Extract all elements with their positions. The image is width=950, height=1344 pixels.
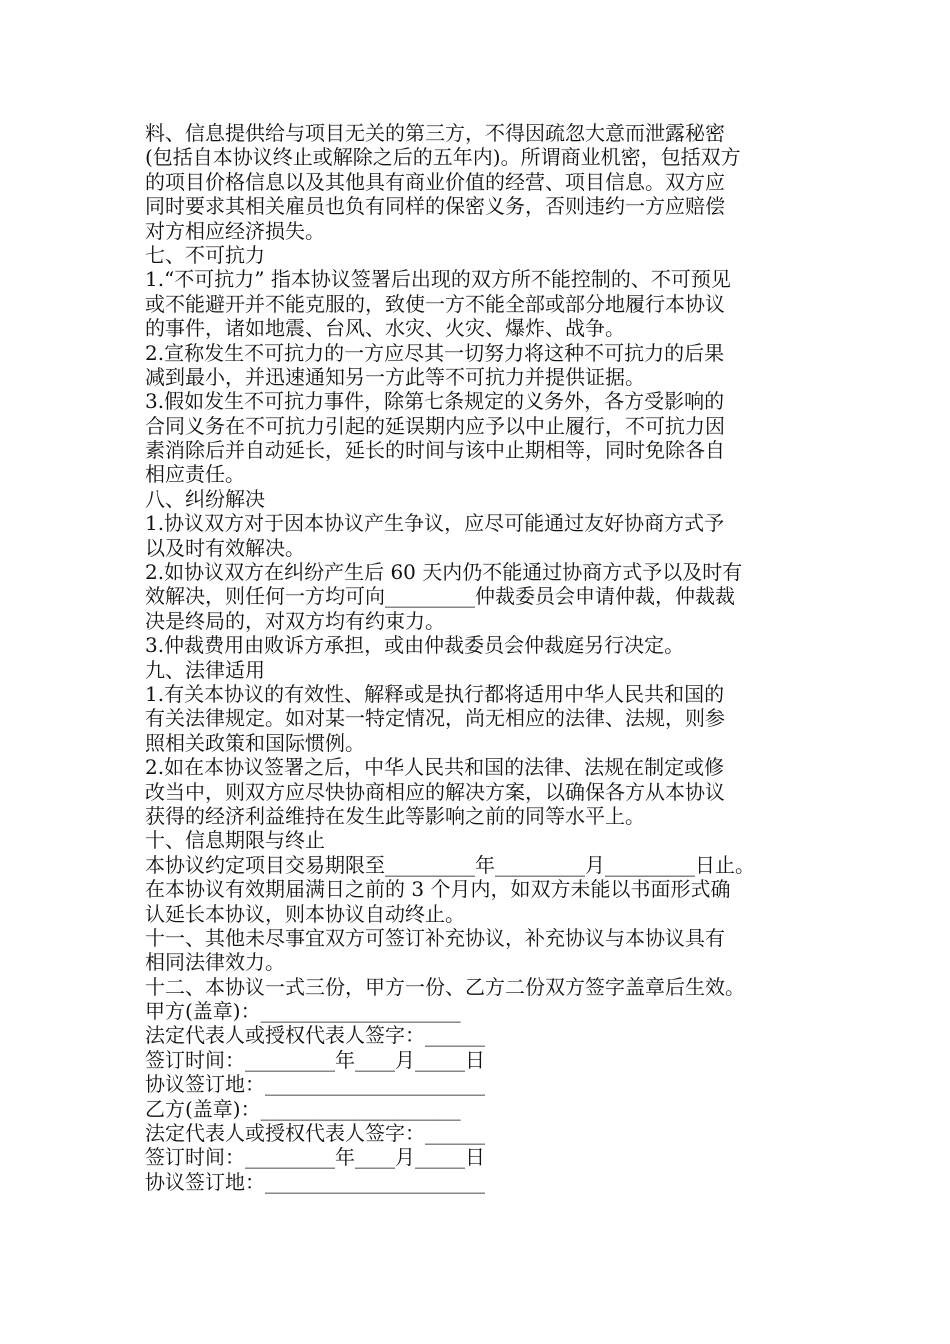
paragraph-line: 效解决，则任何一方均可向_________仲裁委员会申请仲裁，仲裁裁 xyxy=(145,584,735,609)
signature-field-party-b-date: 签订时间：_________年____月_____日 xyxy=(145,1145,485,1170)
paragraph-line: (包括自本协议终止或解除之后的五年内)。所谓商业机密，包括双方 xyxy=(145,145,741,170)
paragraph-line: 料、信息提供给与项目无关的第三方，不得因疏忽大意而泄露秘密 xyxy=(145,121,725,145)
signature-field-party-b-representative: 法定代表人或授权代表人签字：______ xyxy=(145,1121,485,1146)
paragraph-line: 对方相应经济损失。 xyxy=(145,218,325,243)
document-body xyxy=(145,121,810,1194)
paragraph-line: 1.“不可抗力” 指本协议签署后出现的双方所不能控制的、不可预见 xyxy=(145,267,731,292)
section-heading: 九、法律适用 xyxy=(145,657,265,682)
paragraph-line: 2.如在本协议签署之后，中华人民共和国的法律、法规在制定或修 xyxy=(145,755,725,780)
paragraph-line: 照相关政策和国际惯例。 xyxy=(145,730,365,755)
signature-field-party-b-place: 协议签订地：______________________ xyxy=(145,1169,485,1194)
signature-field-party-a-place: 协议签订地：______________________ xyxy=(145,1072,485,1097)
paragraph-line: 的项目价格信息以及其他具有商业价值的经营、项目信息。双方应 xyxy=(145,169,725,194)
paragraph-line: 相应责任。 xyxy=(145,462,245,487)
paragraph-line: 有关法律规定。如对某一特定情况，尚无相应的法律、法规，则参 xyxy=(145,706,725,731)
paragraph-line: 3.仲裁费用由败诉方承担，或由仲裁委员会仲裁庭另行决定。 xyxy=(145,633,685,658)
paragraph-line: 2.宣称发生不可抗力的一方应尽其一切努力将这种不可抗力的后果 xyxy=(145,340,725,365)
paragraph-line: 2.如协议双方在纠纷产生后 60 天内仍不能通过协商方式予以及时有 xyxy=(145,560,743,585)
signature-field-party-a-representative: 法定代表人或授权代表人签字：______ xyxy=(145,1023,485,1048)
paragraph-line: 以及时有效解决。 xyxy=(145,535,305,560)
paragraph-line: 或不能避开并不能克服的，致使一方不能全部或部分地履行本协议 xyxy=(145,291,725,316)
paragraph-line: 相同法律效力。 xyxy=(145,950,285,975)
paragraph-line: 1.有关本协议的有效性、解释或是执行都将适用中华人民共和国的 xyxy=(145,681,725,706)
paragraph-line: 认延长本协议，则本协议自动终止。 xyxy=(145,901,465,926)
paragraph-line: 3.假如发生不可抗力事件，除第七条规定的义务外，各方受影响的 xyxy=(145,389,725,414)
paragraph-line: 的事件，诸如地震、台风、水灾、火灾、爆炸、战争。 xyxy=(145,316,625,341)
paragraph-line: 1.协议双方对于因本协议产生争议，应尽可能通过友好协商方式予 xyxy=(145,511,725,536)
paragraph-line: 十一、其他未尽事宜双方可签订补充协议，补充协议与本协议具有 xyxy=(145,925,725,950)
paragraph-line: 素消除后并自动延长，延长的时间与该中止期相等，同时免除各自 xyxy=(145,438,725,463)
section-heading: 七、不可抗力 xyxy=(145,242,265,267)
section-heading: 十、信息期限与终止 xyxy=(145,828,325,853)
signature-field-party-b-seal: 乙方(盖章)：____________________ xyxy=(145,1096,461,1121)
signature-field-party-a-date: 签订时间：_________年____月_____日 xyxy=(145,1047,485,1072)
paragraph-line: 合同义务在不可抗力引起的延误期内应予以中止履行，不可抗力因 xyxy=(145,413,725,438)
paragraph-line: 减到最小，并迅速通知另一方此等不可抗力并提供证据。 xyxy=(145,364,645,389)
paragraph-line: 在本协议有效期届满日之前的 3 个月内，如双方未能以书面形式确 xyxy=(145,877,731,902)
paragraph-line: 改当中，则双方应尽快协商相应的解决方案，以确保各方从本协议 xyxy=(145,779,725,804)
paragraph-line: 决是终局的，对双方均有约束力。 xyxy=(145,608,445,633)
section-heading: 八、纠纷解决 xyxy=(145,486,265,511)
paragraph-line: 十二、本协议一式三份，甲方一份、乙方二份双方签字盖章后生效。 xyxy=(145,974,745,999)
paragraph-line: 获得的经济利益维持在发生此等影响之前的同等水平上。 xyxy=(145,803,645,828)
paragraph-line: 同时要求其相关雇员也负有同样的保密义务，否则违约一方应赔偿 xyxy=(145,194,725,219)
signature-field-party-a-seal: 甲方(盖章)：____________________ xyxy=(145,999,461,1024)
paragraph-line: 本协议约定项目交易期限至_________年_________月_________日止。 xyxy=(145,852,755,877)
